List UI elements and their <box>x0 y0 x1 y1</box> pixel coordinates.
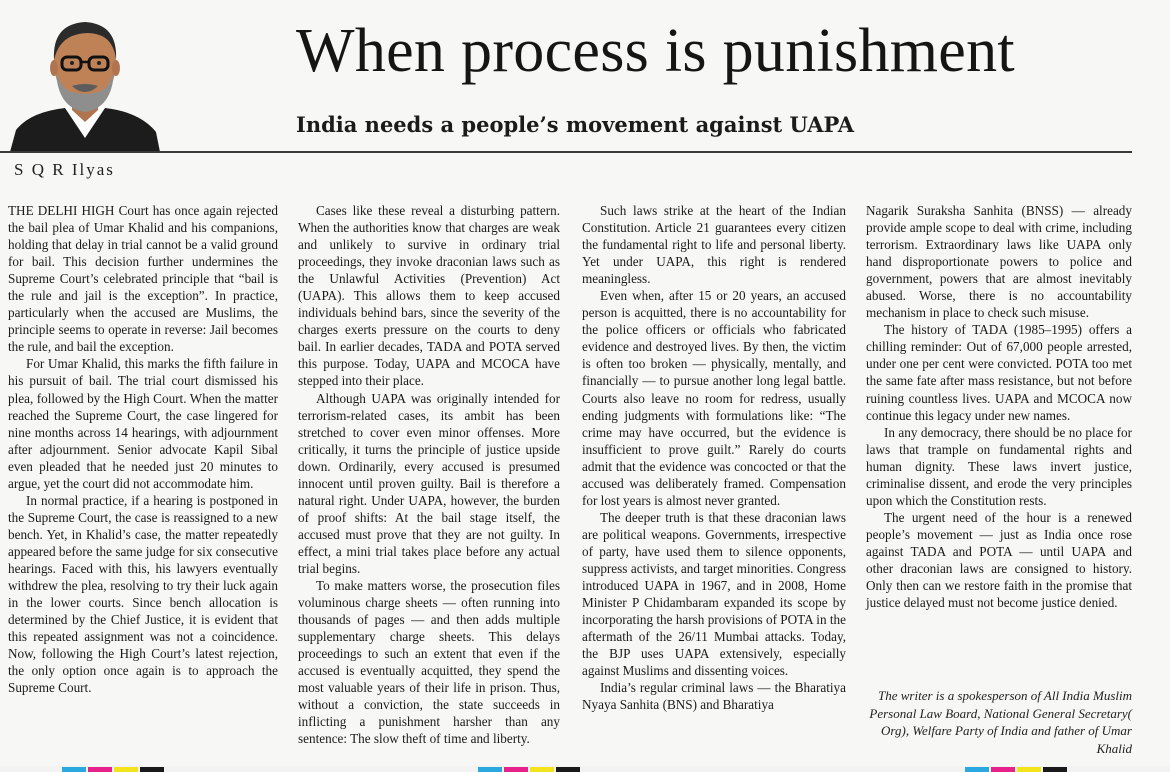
registration-swatch <box>62 767 86 772</box>
registration-swatch <box>478 767 502 772</box>
registration-swatch <box>965 767 989 772</box>
byline-name: S Q R Ilyas <box>14 160 115 179</box>
article-column-2 <box>298 202 560 748</box>
registration-swatch <box>991 767 1015 772</box>
paragraph: For Umar Khalid, this marks the fifth failure in his pursuit of bail. The trial court dismissed his plea, followed by the High Court. When the matter reached the Supreme Court, the case lingered for nine months across 14 hearings, with adjournment after adjournment. Senior advocate Kapil Sibal even pleaded that he needed just 20 minutes to argue, yet the court did not accommodate him. <box>8 356 278 491</box>
registration-swatch <box>504 767 528 772</box>
article-headline: When process is punishment <box>296 17 1015 85</box>
paragraph: Such laws strike at the heart of the Indian Constitution. Article 21 guarantees every citizen the fundamental right to life and personal liberty. Yet under UAPA, this right is rendered meaningless. <box>582 203 846 287</box>
paragraph: Although UAPA was originally intended for terrorism-related cases, its ambit has been stretched to cover even minor offenses. More critically, it turns the principle of justice upside down. Ordinarily, every accused is presumed innocent until proven guilty. Bail is therefore a natural right. Under UAPA, however, the burden of proof shifts: At the bail stage itself, the accused must prove that they are not guilty. In effect, a mini trial takes place before any actual trial begins. <box>298 390 560 576</box>
registration-swatch <box>1017 767 1041 772</box>
paragraph: The deeper truth is that these draconian laws are political weapons. Governments, irrespective of party, have used them to silence opponents, suppress activists, and target minorities. Congress introduced UAPA in 1967, and in 2008, Home Minister P Chidambaram expanded its scope by incorporating the harsh provisions of POTA in the aftermath of the 26/11 Mumbai attacks. Today, the BJP uses UAPA extensively, especially against Muslims and dissenting voices. <box>582 509 846 679</box>
paragraph: The history of TADA (1985–1995) offers a chilling reminder: Out of 67,000 people arrested, under one per cent were convicted. POTA too met the same fate after mass resistance, but not before ruining countless lives. UAPA and MCOCA now continue this legacy under new names. <box>866 322 1132 423</box>
paragraph: THE DELHI HIGH Court has once again rejected the bail plea of Umar Khalid and his companions, holding that delay in trial cannot be a valid ground for bail. This decision further undermines the Supreme Court’s celebrated principle that “bail is the rule and jail is the exception”. In practice, particularly when the accused are Muslims, the principle seems to operate in reverse: Jail becomes the rule, and bail the exception. <box>8 203 278 355</box>
registration-swatch <box>556 767 580 772</box>
paragraph: Even when, after 15 or 20 years, an accused person is acquitted, there is no accountability for the police officers or officials who fabricated evidence and destroyed lives. By then, the victim is often too broken — physically, mentally, and financially — to pursue another long legal battle. Courts also leave no room for redress, usually ending judgments with formulations like: “The crime may have occurred, but the evidence is insufficient to prove guilt.” Rarely do courts admit that the evidence was concocted or that the accused was deliberately framed. Compensation for lost years is almost never granted. <box>582 288 846 508</box>
registration-swatch <box>140 767 164 772</box>
author-byline <box>14 160 115 180</box>
paragraph: Nagarik Suraksha Sanhita (BNSS) — already provide ample scope to deal with crime, including terrorism. Extraordinary laws like UAPA only hand disproportionate powers to police and government, powers that are almost inevitably abused. Worse, there is no accountability mechanism in place to check such misuse. <box>866 203 1132 321</box>
paragraph: To make matters worse, the prosecution files voluminous charge sheets — often running into thousands of pages — and then adds multiple supplementary charge sheets. This delays proceedings to such an extent that even if the accused is eventually acquitted, they spend the most valuable years of their life in prison. Thus, without a conviction, the state succeeds in inflicting a punishment harsher than any sentence: The slow theft of time and liberty. <box>298 578 560 747</box>
paragraph: In any democracy, there should be no place for laws that trample on fundamental rights and human dignity. These laws invert justice, criminalise dissent, and erode the very principles upon which the Constitution rests. <box>866 424 1132 508</box>
article-column-4 <box>866 202 1132 611</box>
article-subheadline: India needs a people’s movement against UAPA <box>296 112 855 137</box>
author-note: The writer is a spokesperson of All India Muslim Personal Law Board, National General Secretary( Org), Welfare Party of India and father of Umar Khalid <box>869 688 1132 756</box>
registration-swatch <box>88 767 112 772</box>
header-rule <box>0 151 1132 153</box>
registration-swatch <box>530 767 554 772</box>
article-column-1 <box>8 202 278 696</box>
paragraph: Cases like these reveal a disturbing pattern. When the authorities know that charges are weak and unlikely to survive in ordinary trial proceedings, they invoke draconian laws such as the Unlawful Activities (Prevention) Act (UAPA). This allows them to keep accused individuals behind bars, since the severity of the charges exerts pressure on the courts to deny bail. In earlier decades, TADA and POTA served this purpose. Today, UAPA and MCOCA have stepped into their place. <box>298 203 560 389</box>
registration-swatch <box>1043 767 1067 772</box>
author-portrait <box>10 12 160 152</box>
paragraph: In normal practice, if a hearing is postponed in the Supreme Court, the case is reassigned to a new bench. Yet, in Khalid’s case, the matter repeatedly appeared before the same judge for six consecutive hearings. Faced with this, his lawyers eventually withdrew the plea, resolving to try their luck again in the lower courts. Since bench allocation is determined by the Chief Justice, it is evident that this repeated assignment was not a coincidence. Now, following the High Court’s latest rejection, the only option once again is to approach the Supreme Court. <box>8 492 278 696</box>
paragraph: India’s regular criminal laws — the Bharatiya Nyaya Sanhita (BNS) and Bharatiya <box>582 680 846 713</box>
registration-swatch <box>114 767 138 772</box>
paragraph: The urgent need of the hour is a renewed people’s movement — just as India once rose against TADA and POTA — until UAPA and other draconian laws are consigned to history. Only then can we restore faith in the promise that justice delayed must not become justice denied. <box>866 509 1132 611</box>
article-column-3 <box>582 202 846 713</box>
